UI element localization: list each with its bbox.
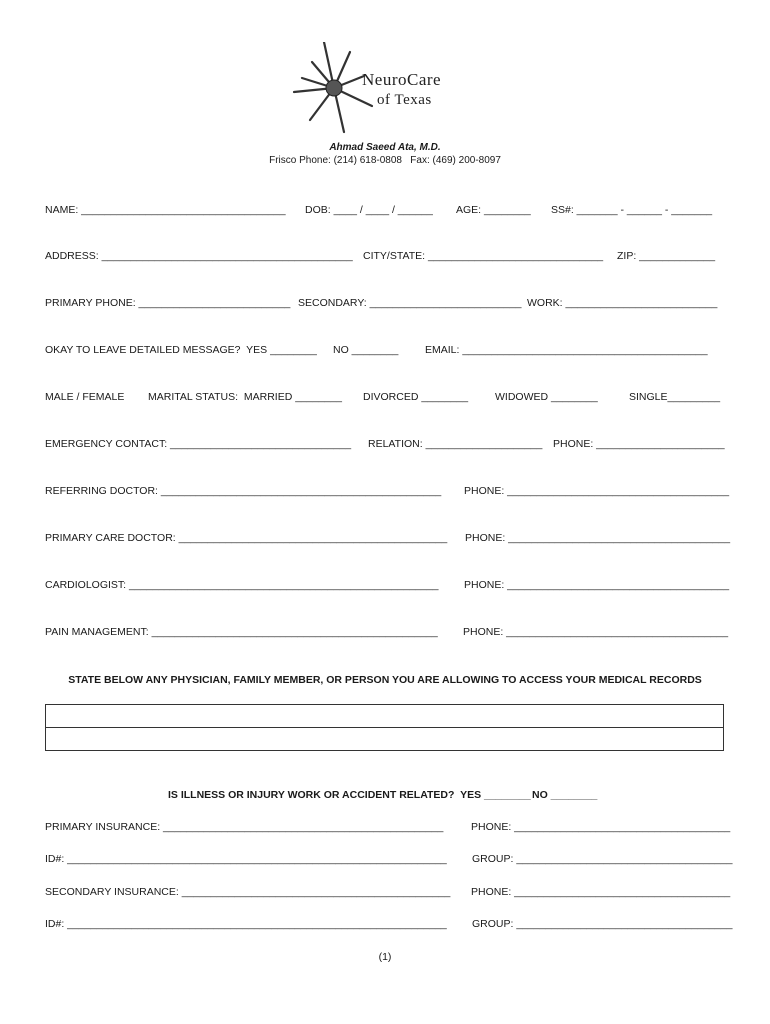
zip-field[interactable]: ZIP: _____________ [617, 250, 716, 262]
primary-insurance-phone-field[interactable]: PHONE: _____________________________________ [471, 821, 731, 833]
marital-widowed-field[interactable]: WIDOWED ________ [495, 391, 598, 403]
referring-doctor-field[interactable]: REFERRING DOCTOR: ________________________________________________ [45, 485, 442, 497]
primary-insurance-field[interactable]: PRIMARY INSURANCE: ________________________________________________ [45, 821, 444, 833]
cardiologist-phone-field[interactable]: PHONE: ______________________________________ [464, 579, 730, 591]
work-phone-field[interactable]: WORK: __________________________ [527, 297, 718, 309]
primary-insurance-group-field[interactable]: GROUP: _____________________________________ [472, 853, 733, 865]
relation-field[interactable]: RELATION: ____________________ [368, 438, 543, 450]
primary-care-phone-field[interactable]: PHONE: ______________________________________ [465, 532, 731, 544]
primary-phone-field[interactable]: PRIMARY PHONE: __________________________ [45, 297, 291, 309]
pain-management-phone-field[interactable]: PHONE: ______________________________________ [463, 626, 729, 638]
emergency-phone-field[interactable]: PHONE: ______________________ [553, 438, 725, 450]
secondary-insurance-id-field[interactable]: ID#: _________________________________________________________________ [45, 918, 447, 930]
referring-doctor-phone-field[interactable]: PHONE: ______________________________________ [464, 485, 730, 497]
emergency-contact-field[interactable]: EMERGENCY CONTACT: _______________________________ [45, 438, 352, 450]
secondary-insurance-group-field[interactable]: GROUP: _____________________________________ [472, 918, 733, 930]
doctor-name: Ahmad Saeed Ata, M.D. [329, 142, 441, 153]
logo-subtitle: of Texas [377, 92, 432, 108]
marital-single-field[interactable]: SINGLE_________ [629, 391, 721, 403]
primary-insurance-id-field[interactable]: ID#: _________________________________________________________________ [45, 853, 447, 865]
city-state-field[interactable]: CITY/STATE: ______________________________ [363, 250, 604, 262]
work-accident-yes-field[interactable]: IS ILLNESS OR INJURY WORK OR ACCIDENT RELATED? YES ________ [168, 789, 531, 801]
records-access-row[interactable] [46, 728, 723, 751]
secondary-phone-field[interactable]: SECONDARY: __________________________ [298, 297, 522, 309]
marital-married-field[interactable]: MARITAL STATUS: MARRIED ________ [148, 391, 342, 403]
logo-name: NeuroCare [362, 70, 442, 89]
secondary-insurance-phone-field[interactable]: PHONE: _____________________________________ [471, 886, 731, 898]
records-access-title: STATE BELOW ANY PHYSICIAN, FAMILY MEMBER, OR PERSON YOU ARE ALLOWING TO ACCESS YOUR MEDICAL RECORDS [68, 674, 702, 686]
neurocare-logo [292, 42, 462, 134]
ssn-field[interactable]: SS#: _______ - ______ - _______ [551, 204, 713, 216]
secondary-insurance-field[interactable]: SECONDARY INSURANCE: ______________________________________________ [45, 886, 451, 898]
records-access-box [45, 704, 724, 751]
primary-care-doctor-field[interactable]: PRIMARY CARE DOCTOR: ______________________________________________ [45, 532, 448, 544]
records-access-row[interactable] [46, 705, 723, 728]
dob-field[interactable]: DOB: ____ / ____ / ______ [305, 204, 433, 216]
page-number: (1) [378, 951, 392, 963]
cardiologist-field[interactable]: CARDIOLOGIST: _____________________________________________________ [45, 579, 439, 591]
marital-divorced-field[interactable]: DIVORCED ________ [363, 391, 469, 403]
clinic-contact: Frisco Phone: (214) 618-0808 Fax: (469) 200-8097 [269, 155, 501, 166]
email-field[interactable]: EMAIL: __________________________________________ [425, 344, 708, 356]
address-field[interactable]: ADDRESS: ___________________________________________ [45, 250, 353, 262]
age-field[interactable]: AGE: ________ [456, 204, 531, 216]
leave-message-yes-field[interactable]: OKAY TO LEAVE DETAILED MESSAGE? YES ________ [45, 344, 317, 356]
name-field[interactable]: NAME: ___________________________________ [45, 204, 286, 216]
gender-option[interactable]: MALE / FEMALE [45, 391, 125, 403]
leave-message-no-field[interactable]: NO ________ [333, 344, 399, 356]
pain-management-field[interactable]: PAIN MANAGEMENT: _________________________________________________ [45, 626, 438, 638]
work-accident-no-field[interactable]: NO ________ [532, 789, 598, 801]
